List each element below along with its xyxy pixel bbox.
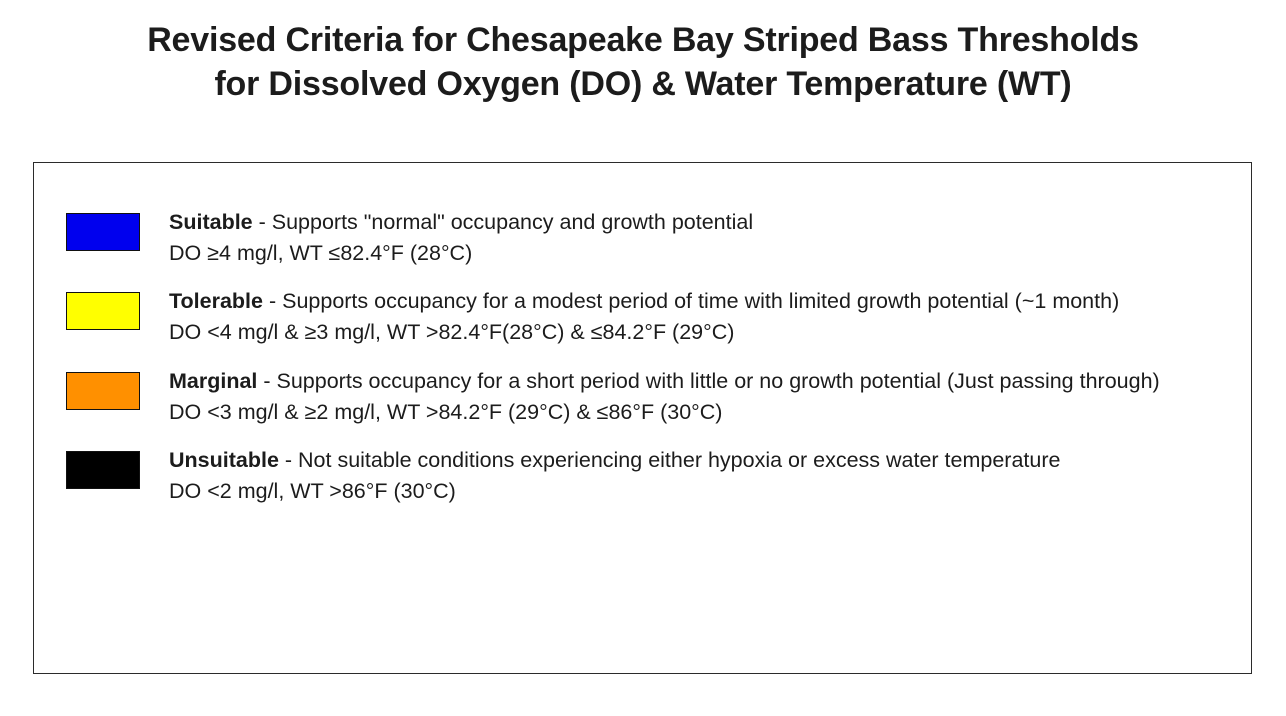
- legend-item-tolerable: [34, 286, 1251, 347]
- legend-term: Unsuitable: [169, 448, 279, 473]
- legend-term: Marginal: [169, 368, 258, 393]
- swatch-marginal: [66, 372, 140, 410]
- legend-detail: DO <2 mg/l, WT >86°F (30°C): [169, 479, 456, 504]
- legend-description: - Supports occupancy for a modest period of time with limited growth potential (~1 month): [263, 289, 1120, 314]
- legend-item-marginal: [34, 366, 1251, 427]
- legend-item-text: [169, 445, 1060, 506]
- legend-term: Suitable: [169, 210, 253, 234]
- swatch-suitable: [66, 213, 140, 251]
- page-title-line-1: Revised Criteria for Chesapeake Bay Striped Bass Thresholds: [147, 21, 1139, 59]
- legend-detail: DO ≥4 mg/l, WT ≤82.4°F (28°C): [169, 240, 473, 265]
- page-title-line-2: for Dissolved Oxygen (DO) & Water Temperature (WT): [214, 65, 1072, 104]
- legend-panel: [33, 162, 1252, 674]
- legend-detail: DO <3 mg/l & ≥2 mg/l, WT >84.2°F (29°C) & ≤86°F (30°C): [169, 399, 723, 424]
- legend-description: - Not suitable conditions experiencing either hypoxia or excess water temperature: [278, 448, 1061, 473]
- swatch-unsuitable: [66, 451, 140, 489]
- legend-item-unsuitable: [34, 445, 1251, 506]
- legend-description: - Supports "normal" occupancy and growth potential: [252, 210, 754, 234]
- legend-item-text: [169, 286, 1119, 347]
- legend-description: - Supports occupancy for a short period with little or no growth potential (Just passing through): [257, 368, 1160, 393]
- legend-detail: DO <4 mg/l & ≥3 mg/l, WT >82.4°F(28°C) & ≤84.2°F (29°C): [169, 320, 735, 345]
- legend-item-suitable: [34, 207, 1251, 268]
- page-title: [0, 0, 1286, 106]
- legend-term: Tolerable: [169, 289, 263, 314]
- legend-item-text: [169, 366, 1160, 427]
- legend-item-text: [169, 207, 753, 268]
- legend-list: [34, 163, 1251, 507]
- swatch-tolerable: [66, 292, 140, 330]
